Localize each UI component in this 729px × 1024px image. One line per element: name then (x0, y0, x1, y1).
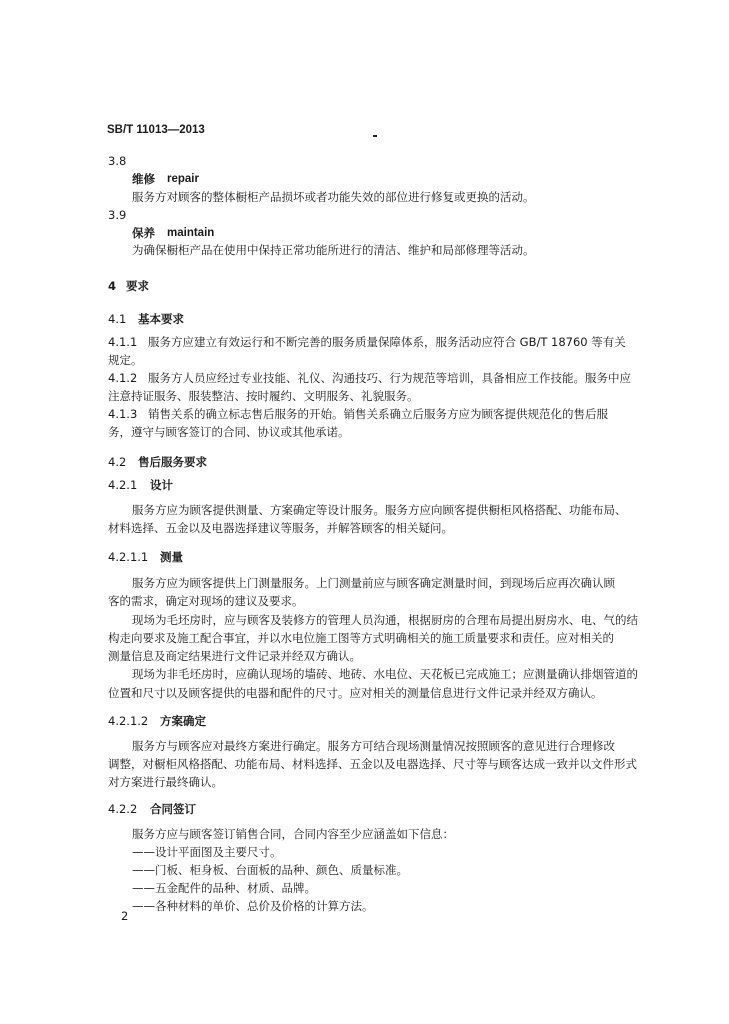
clause-4-2-1-2-number: 4.2.1.2 (108, 714, 149, 728)
term-3-8-definition: 服务方对顾客的整体橱柜产品损坏或者功能失效的部位进行修复或更换的活动。 (132, 190, 535, 204)
clause-4-1-3-number: 4.1.3 (108, 407, 138, 421)
clause-4-1-2-line1: 服务方人员应经过专业技能、礼仪、沟通技巧、行为规范等培训，具备相应工作技能。服务中应 (148, 371, 631, 385)
clause-4-2-1-number: 4.2.1 (108, 478, 138, 492)
clause-4-2-1-p1-line1: 服务方应为顾客提供测量、方案确定等设计服务。服务方应向顾客提供橱柜风格搭配、功能布局、 (132, 503, 627, 517)
clause-4-2-2-title: 合同签订 (150, 802, 196, 816)
section-4-2-title: 售后服务要求 (138, 455, 207, 469)
page-number: 2 (121, 909, 129, 923)
clause-4-2-2-intro: 服务方应与顾客签订销售合同，合同内容至少应涵盖如下信息： (132, 827, 454, 841)
section-4-1-number: 4.1 (108, 312, 127, 326)
clause-4-1-1-number: 4.1.1 (108, 335, 138, 349)
clause-4-2-1-1-p1-line1: 服务方应为顾客提供上门测量服务。上门测量前应与顾客确定测量时间，到现场后应再次确认顾 (132, 576, 615, 590)
term-number-3-9: 3.9 (108, 208, 127, 222)
clause-4-2-1-1-number: 4.2.1.1 (108, 550, 149, 564)
section-4-title: 要求 (126, 279, 149, 293)
list-item: ——五金配件的品种、材质、品牌。 (132, 881, 316, 895)
clause-4-1-1-line2: 规定。 (108, 353, 143, 367)
clause-4-2-1-2-p1-line1: 服务方与顾客应对最终方案进行确定。服务方可结合现场测量情况按照顾客的意见进行合理修改 (132, 739, 615, 753)
term-3-9-en: maintain (167, 227, 215, 239)
clause-4-1-2-line2: 注意持证服务、服装整洁、按时履约、文明服务、礼貌服务。 (108, 389, 419, 403)
clause-4-2-1-p1-line2: 材料选择、五金以及电器选择建议等服务，并解答顾客的相关疑问。 (108, 521, 453, 535)
clause-4-2-1-1-p1-line2: 客的需求，确定对现场的建议及要求。 (108, 594, 304, 608)
clause-4-1-3-line1: 销售关系的确立标志售后服务的开始。销售关系确立后服务方应为顾客提供规范化的售后服 (148, 407, 608, 421)
clause-4-2-1-1-p2-line2: 构走向要求及施工配合事宜，并以水电位施工图等方式明确相关的施工质量要求和责任。应对相关的 (108, 631, 614, 645)
term-number-3-8: 3.8 (108, 154, 127, 168)
list-item: ——门板、柜身板、台面板的品种、颜色、质量标准。 (132, 863, 408, 877)
section-4-2-number: 4.2 (108, 455, 127, 469)
term-3-8-en: repair (167, 173, 199, 185)
clause-4-2-1-1-p3-line2: 位置和尺寸以及顾客提供的电器和配件的尺寸。应对相关的测量信息进行文件记录并经双方确认。 (108, 686, 603, 700)
term-3-9-definition: 为确保橱柜产品在使用中保持正常功能所进行的清洁、维护和局部修理等活动。 (132, 243, 535, 257)
section-4-number: 4 (108, 279, 117, 293)
clause-4-2-1-1-p2-line3: 测量信息及商定结果进行文件记录并经双方确认。 (108, 649, 361, 663)
clause-4-1-1-line1: 服务方应建立有效运行和不断完善的服务质量保障体系，服务活动应符合 GB/T 18760 等有关 (148, 335, 626, 349)
section-4-1-title: 基本要求 (138, 312, 184, 326)
clause-4-1-3-line2: 务，遵守与顾客签订的合同、协议或其他承诺。 (108, 425, 350, 439)
clause-4-2-1-2-p1-line3: 对方案进行最终确认。 (108, 775, 223, 789)
term-3-8-zh: 维修 (132, 172, 155, 186)
term-3-9-zh: 保养 (132, 226, 155, 240)
clause-4-2-1-1-p2-line1: 现场为毛坯房时，应与顾客及装修方的管理人员沟通，根据厨房的合理布局提出厨房水、电、气的结 (132, 613, 638, 627)
clause-4-2-1-1-p3-line1: 现场为非毛坯房时，应确认现场的墙砖、地砖、水电位、天花板已完成施工；应测量确认排烟管道的 (132, 667, 638, 681)
clause-4-2-1-title: 设计 (150, 478, 173, 492)
clause-4-1-2-number: 4.1.2 (108, 371, 138, 385)
clause-4-2-1-2-p1-line2: 调整，对橱柜风格搭配、功能布局、材料选择、五金以及电器选择、尺寸等与顾客达成一致并以文件形式 (108, 757, 637, 771)
clause-4-2-2-number: 4.2.2 (108, 802, 138, 816)
standard-code: SB/T 11013—2013 (107, 124, 205, 136)
scan-mark (373, 135, 377, 137)
list-item: ——各种材料的单价、总价及价格的计算方法。 (132, 899, 374, 913)
clause-4-2-1-1-title: 测量 (160, 550, 183, 564)
list-item: ——设计平面图及主要尺寸。 (132, 845, 282, 859)
clause-4-2-1-2-title: 方案确定 (160, 714, 206, 728)
